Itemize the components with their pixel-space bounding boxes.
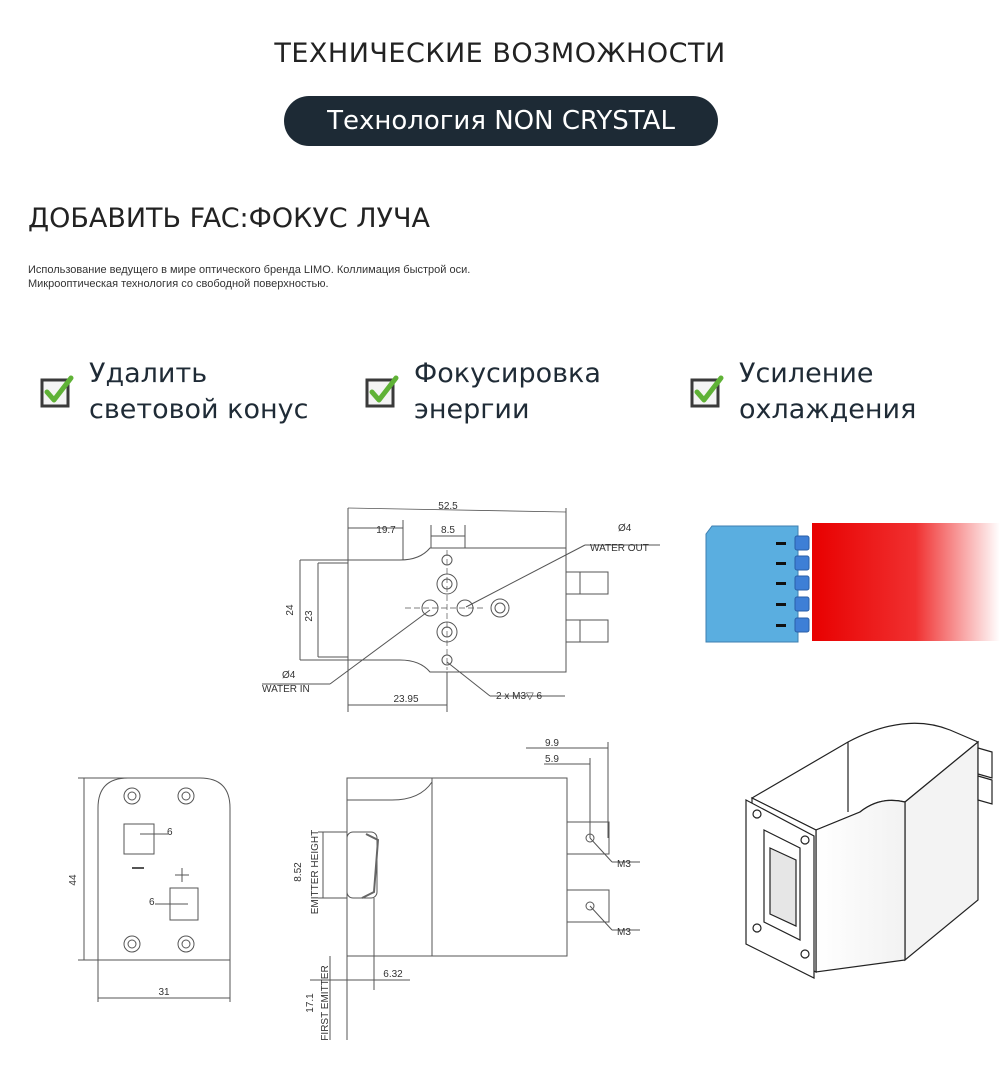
- dim-23-95: 23.95: [393, 694, 419, 705]
- label-first-emitter: FIRST EMITTER: [320, 965, 331, 1041]
- dim-17-1: 17.1: [305, 993, 316, 1013]
- label-water-out: WATER OUT: [590, 543, 649, 554]
- label-emitter-height: EMITTER HEIGHT: [310, 829, 321, 915]
- top-view-drawing: [262, 508, 660, 712]
- checkbox-check-icon: [690, 374, 724, 408]
- side-view-drawing: [310, 742, 640, 1040]
- laser-beam-diagram: [706, 523, 1000, 642]
- feature-enhanced-cooling: [690, 356, 969, 428]
- feature-line-2: охлаждения: [739, 394, 917, 425]
- dim-23: 23: [304, 610, 315, 622]
- dim-9-9: 9.9: [545, 738, 559, 749]
- dim-44: 44: [68, 874, 79, 886]
- feature-line-1: Фокусировка: [414, 358, 601, 389]
- technology-badge: Технология NON CRYSTAL: [284, 96, 718, 146]
- phi-water-in: Ø4: [282, 670, 296, 681]
- dim-slot-6b: 6: [149, 897, 155, 908]
- label-water-in: WATER IN: [262, 684, 310, 695]
- dim-19-7: 19.7: [376, 525, 396, 536]
- phi-water-out: Ø4: [618, 523, 632, 534]
- laser-beam: [812, 523, 1000, 641]
- dim-52-5: 52.5: [438, 501, 458, 512]
- label-m3-top: M3: [617, 859, 631, 870]
- top-view-labels: [262, 501, 649, 705]
- description-line-1: Использование ведущего в мире оптического бренда LIMO. Коллимация быстрой оси.: [28, 264, 471, 276]
- dim-24: 24: [285, 604, 296, 616]
- page-title: ТЕХНИЧЕСКИЕ ВОЗМОЖНОСТИ: [274, 38, 726, 69]
- feature-line-1: Удалить: [89, 358, 208, 389]
- dim-8-5: 8.5: [441, 525, 455, 536]
- checkbox-check-icon: [40, 374, 74, 408]
- front-view-drawing: [78, 778, 230, 1002]
- description-line-2: Микрооптическая технология со свободной поверхностью.: [28, 278, 329, 290]
- dim-slot-6a: 6: [167, 827, 173, 838]
- dim-8-52: 8.52: [293, 862, 304, 882]
- label-m3-bottom: M3: [617, 927, 631, 938]
- technical-drawing: [0, 470, 1000, 1072]
- feature-line-1: Усиление: [739, 358, 874, 389]
- section-title: ДОБАВИТЬ FAC:ФОКУС ЛУЧА: [28, 203, 430, 234]
- dim-5-9: 5.9: [545, 754, 559, 765]
- feature-line-2: световой конус: [89, 394, 309, 425]
- feature-remove-light-cone: [40, 356, 319, 428]
- feature-energy-focusing: [365, 356, 644, 428]
- dim-6-32: 6.32: [383, 969, 403, 980]
- module-3d-render: [746, 723, 992, 978]
- feature-line-2: энергии: [414, 394, 530, 425]
- checkbox-check-icon: [365, 374, 399, 408]
- section-description: [28, 263, 470, 291]
- dim-31: 31: [158, 987, 170, 998]
- side-view-labels: [293, 738, 631, 1041]
- screw-callout: 2 x M3▽ 6: [496, 691, 543, 702]
